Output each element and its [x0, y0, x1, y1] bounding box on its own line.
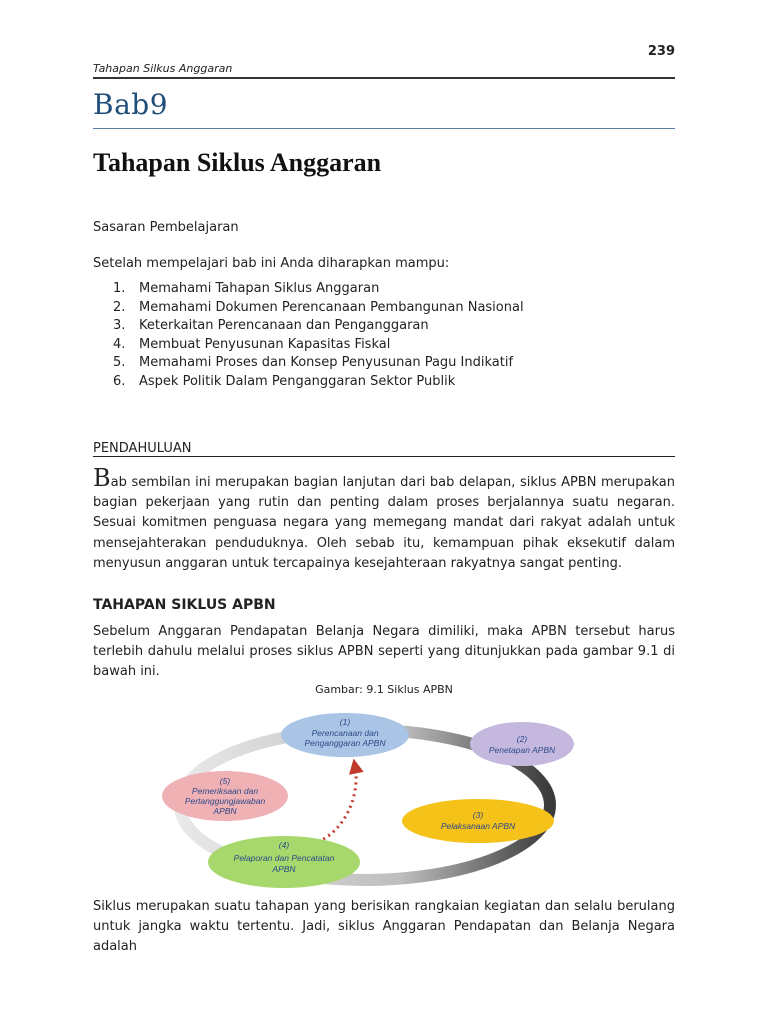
list-item-number: 5.	[113, 355, 126, 371]
stage-shape	[470, 722, 574, 766]
chapter-title: Tahapan Siklus Anggaran	[93, 148, 382, 177]
stage-label-line1: Perencanaan dan	[311, 728, 379, 738]
figure-caption: Gambar: 9.1 Siklus APBN	[315, 683, 453, 696]
pendahuluan-heading: PENDAHULUAN	[93, 441, 192, 456]
stage-label-line2: Pertanggungjawaban	[184, 796, 266, 806]
stage-number: (2)	[516, 734, 528, 744]
list-item-number: 3.	[113, 318, 126, 334]
list-item-number: 2.	[113, 299, 126, 315]
list-item-text: Aspek Politik Dalam Penganggaran Sektor Publik	[139, 373, 456, 389]
intro-paragraph-text: ab sembilan ini merupakan bagian lanjutan dari bab delapan, siklus APBN merupakan bagian pekerjaan yang rutin dan penting dalam proses berjalannya suatu negaran. Sesuai komitmen penguasa negara yang memegang mandat dari rakyat adalah untuk mensejahterakan penduduknya. Oleh sebab itu, kemampuan pihak eksekutif dalam menyusun anggaran untuk tercapainya kesejahteraan rakyatnya sangat penting.	[93, 475, 675, 571]
list-item	[113, 299, 524, 318]
objectives-heading: Sasaran Pembelajaran	[93, 220, 239, 235]
tahapan-heading: TAHAPAN SIKLUS APBN	[93, 597, 276, 613]
list-item-text: Memahami Tahapan Siklus Anggaran	[139, 281, 380, 296]
chapter-label: Bab9	[93, 88, 169, 121]
list-item-text: Membuat Penyusunan Kapasitas Fiskal	[139, 336, 391, 352]
header-rule	[93, 77, 675, 79]
intro-paragraph	[93, 464, 675, 574]
stage-label-line1: Pemeriksaan dan	[191, 786, 259, 796]
list-item-text: Memahami Dokumen Perencanaan Pembangunan Nasional	[139, 299, 524, 315]
list-item	[113, 336, 524, 355]
feedback-arrow	[318, 766, 356, 842]
apbn-cycle-diagram	[150, 700, 610, 895]
stage-3-node	[402, 799, 554, 843]
closing-paragraph: Siklus merupakan suatu tahapan yang berisikan rangkaian kegiatan dan selalu berulang untuk jangka waktu tertentu. Jadi, siklus Anggaran Pendapatan dan Belanja Negara adalah	[93, 899, 675, 955]
list-item-number: 1.	[113, 281, 126, 296]
stage-label-line2: APBN	[272, 864, 296, 874]
tahapan-paragraph: Sebelum Anggaran Pendapatan Belanja Negara dimiliki, maka APBN tersebut harus terlebih dahulu melalui proses siklus APBN seperti yang ditunjukkan pada gambar 9.1 di bawah ini.	[93, 624, 675, 680]
stage-1-node	[281, 713, 409, 757]
stage-label-line1: Pelaporan dan Pencatatan	[233, 853, 335, 863]
stage-5-node	[162, 771, 288, 821]
list-item	[113, 354, 524, 373]
list-item-text: Memahami Proses dan Konsep Penyusunan Pagu Indikatif	[139, 355, 514, 371]
list-item-number: 6.	[113, 373, 126, 389]
stage-2-node	[470, 722, 574, 766]
stage-label-line1: Pelaksanaan APBN	[440, 821, 516, 831]
stage-label-line1: Penetapan APBN	[488, 745, 556, 755]
objectives-intro: Setelah mempelajari bab ini Anda diharapkan mampu:	[93, 256, 450, 271]
list-item	[113, 280, 524, 299]
stage-number: (5)	[219, 776, 231, 786]
stage-4-node	[208, 836, 360, 888]
stage-label-line3: APBN	[213, 806, 237, 816]
pendahuluan-rule	[93, 456, 675, 457]
drop-cap: B	[93, 464, 111, 492]
stage-label-line2: Penganggaran APBN	[304, 738, 386, 748]
list-item	[113, 317, 524, 336]
list-item-number: 4.	[113, 336, 126, 352]
stage-number: (1)	[339, 717, 351, 727]
list-item-text: Keterkaitan Perencanaan dan Penganggaran	[139, 318, 429, 334]
page-number: 239	[647, 44, 675, 59]
stage-number: (4)	[278, 840, 290, 850]
objectives-list	[113, 280, 524, 392]
list-item	[113, 373, 524, 392]
running-header: Tahapan Silkus Anggaran	[93, 62, 233, 75]
stage-number: (3)	[472, 810, 484, 820]
chapter-rule	[93, 128, 675, 129]
